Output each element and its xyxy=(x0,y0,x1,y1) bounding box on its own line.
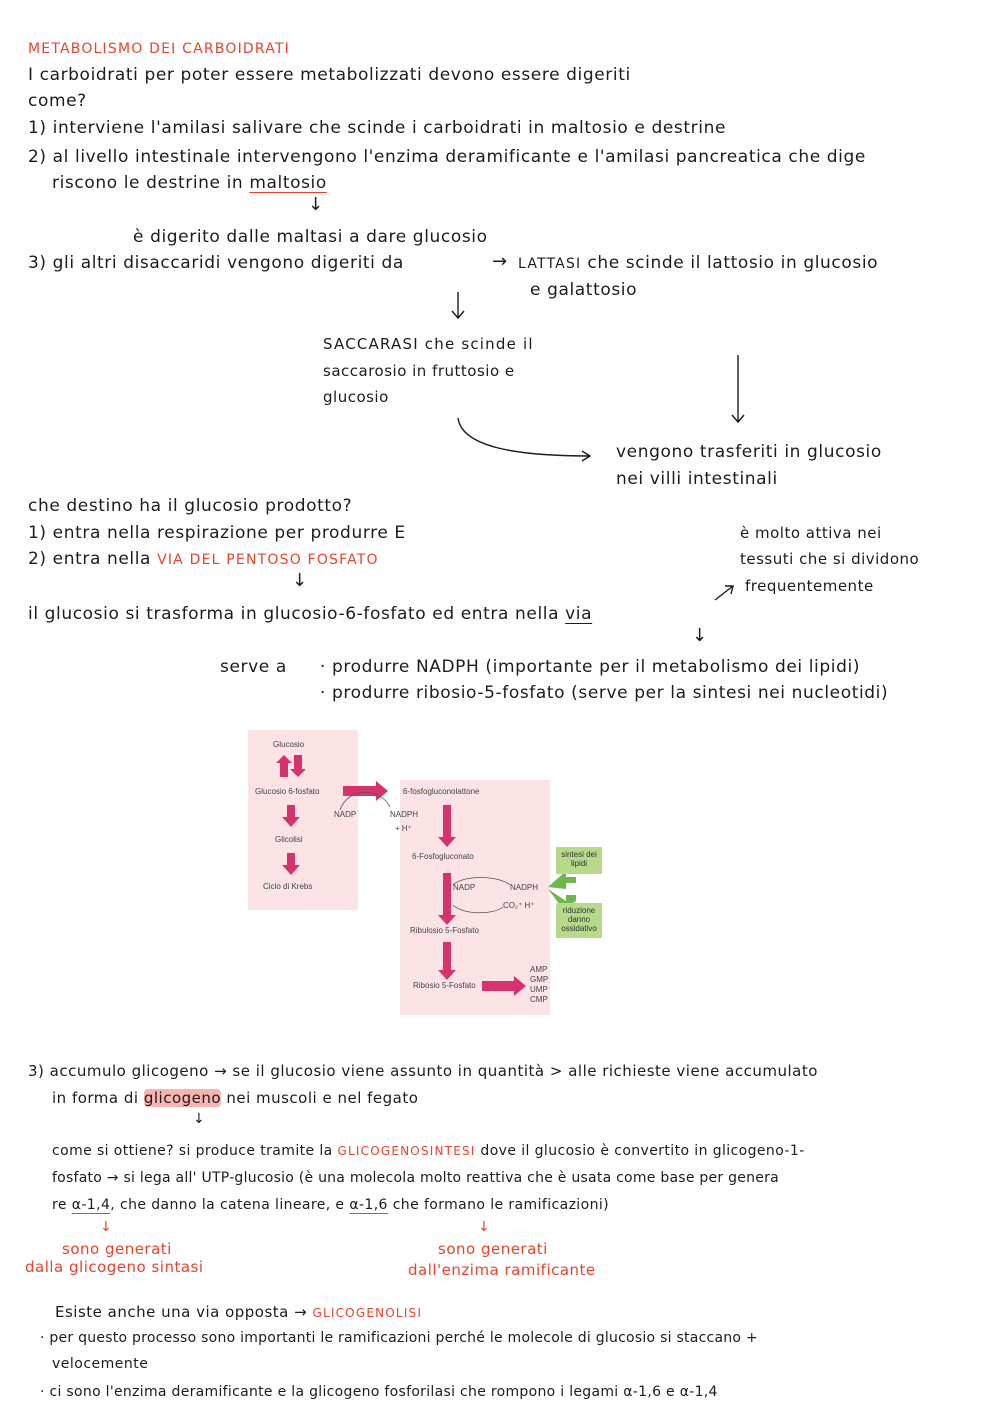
intro-question: come? xyxy=(28,91,87,111)
diagram-riduzione: riduzione danno ossidativo xyxy=(556,903,602,938)
side-note-3: frequentemente xyxy=(745,577,874,595)
pentoso-label: VIA DEL PENTOSO FOSFATO xyxy=(157,552,379,568)
diagram-ribulosio: Ribulosio 5-Fosfato xyxy=(410,926,479,935)
diagram-g6p: Glucosio 6-fosfato xyxy=(255,787,320,796)
down-arrow-icon: ↓ xyxy=(100,1219,112,1235)
serve-item-2: · produrre ribosio-5-fosfato (serve per la sintesi nei nucleotidi) xyxy=(320,683,889,703)
glycogen-item-3: 3) accumulo glicogeno → se il glucosio viene assunto in quantità > alle richieste viene accumulato xyxy=(28,1062,818,1080)
note-1-line-1: sono generati xyxy=(62,1240,172,1258)
bullet-1-cont: velocemente xyxy=(52,1356,149,1372)
serve-item-1: · produrre NADPH (importante per il metabolismo dei lipidi) xyxy=(320,657,861,677)
diagram-fosfogluconato: 6-Fosfogluconato xyxy=(412,852,474,861)
diagram-shapes xyxy=(248,725,608,1015)
diagram-gmp: GMP xyxy=(530,975,549,984)
opposite-pathway xyxy=(55,1301,422,1324)
glicogenolisi-label: GLICOGENOLISI xyxy=(312,1306,423,1320)
how-text: come si ottiene? si produce tramite la xyxy=(52,1143,338,1159)
glicogeno-highlight: glicogeno xyxy=(143,1089,222,1107)
alpha-14-bond: α-1,4 xyxy=(71,1197,111,1213)
diagram-cmp: CMP xyxy=(530,995,548,1004)
glycogen-item-3-cont xyxy=(52,1087,418,1109)
villi-line-1: vengono trasferiti in glucosio xyxy=(616,442,882,462)
down-arrow-icon: ↓ xyxy=(292,570,308,591)
glicogenosintesi-label: GLICOGENOSINTESI xyxy=(337,1144,476,1158)
destiny-question: che destino ha il glucosio prodotto? xyxy=(28,496,353,516)
right-arrow-icon: → xyxy=(492,251,508,272)
maltosio-note: è digerito dalle maltasi a dare glucosio xyxy=(133,227,488,247)
saccarasi-line-2: saccarosio in fruttosio e xyxy=(323,362,515,380)
page-title: METABOLISMO DEI CARBOIDRATI xyxy=(28,41,291,57)
diagram-lattone: 6-fosfogluconolattone xyxy=(403,787,480,796)
side-note-2: tessuti che si dividono xyxy=(740,550,920,568)
bullet-2: · ci sono l'enzima deramificante e la glicogeno fosforilasi che rompono i legami α-1,6 e α-1,4 xyxy=(40,1384,718,1400)
down-arrow-icon: ↓ xyxy=(193,1111,205,1127)
intro-line: I carboidrati per poter essere metabolizzati devono essere digeriti xyxy=(28,65,631,85)
lattasi-desc-2: e galattosio xyxy=(530,280,638,300)
glycogen-text: in forma di xyxy=(52,1089,144,1107)
bullet-1: · per questo processo sono importanti le ramificazioni perché le molecole di glucosio si staccano + xyxy=(40,1330,758,1346)
destiny-item-1: 1) entra nella respirazione per produrre E xyxy=(28,523,406,543)
note-2-line-1: sono generati xyxy=(438,1240,548,1258)
diagram-h-1: + H⁺ xyxy=(395,824,412,833)
diagram-krebs: Ciclo di Krebs xyxy=(263,882,313,891)
pentose-phosphate-diagram xyxy=(248,725,608,1015)
diagram-glicolisi: Glicolisi xyxy=(275,835,303,844)
alpha-16-bond: α-1,6 xyxy=(349,1197,388,1213)
transform-text: il glucosio si trasforma in glucosio-6-fosfato ed entra nella xyxy=(28,604,566,624)
diagram-ump: UMP xyxy=(530,985,548,994)
opp-text: Esiste anche una via opposta → xyxy=(55,1303,313,1321)
how-line-1 xyxy=(52,1140,805,1162)
side-note-1: è molto attiva nei xyxy=(740,524,882,542)
diagram-amp: AMP xyxy=(530,965,548,974)
digestion-step-3: 3) gli altri disaccaridi vengono digeriti da xyxy=(28,253,404,273)
diagram-sintesi-lipidi: sintesi dei lipidi xyxy=(556,847,602,874)
diagram-nadph-1: NADPH xyxy=(390,810,419,819)
how3-post: che formano le ramificazioni) xyxy=(387,1197,609,1213)
glycogen-text-post: nei muscoli e nel fegato xyxy=(221,1089,419,1107)
diagram-glucosio: Glucosio xyxy=(273,740,305,749)
diagram-co2: CO₂⁺ H⁺ xyxy=(503,901,535,910)
diagram-nadph-2: NADPH xyxy=(510,883,539,892)
digestion-step-2: 2) al livello intestinale intervengono l'enzima deramificante e l'amilasi pancreatica che dige xyxy=(28,147,866,167)
transform-line xyxy=(28,603,592,625)
digestion-step-1: 1) interviene l'amilasi salivare che scinde i carboidrati in maltosio e destrine xyxy=(28,118,727,138)
via-word: via xyxy=(565,604,593,624)
how-line-2: fosfato → si lega all' UTP-glucosio (è una molecola molto reattiva che è usata come base per genera xyxy=(52,1170,779,1186)
maltosio-word: maltosio xyxy=(249,173,327,193)
serve-a: serve a xyxy=(220,657,287,677)
destiny-item-2 xyxy=(28,548,379,571)
villi-line-2: nei villi intestinali xyxy=(616,469,778,489)
saccarasi-line-3: glucosio xyxy=(323,388,389,406)
item2-text: 2) entra nella xyxy=(28,549,158,569)
diagram-nadp-1: NADP xyxy=(334,810,357,819)
how3-mid: , che danno la catena lineare, e xyxy=(110,1197,350,1213)
how3-pre: re xyxy=(52,1197,72,1213)
down-arrow-icon: ↓ xyxy=(478,1219,490,1235)
how-line-3 xyxy=(52,1194,609,1216)
note-1-line-2: dalla glicogeno sintasi xyxy=(25,1258,204,1276)
step2-text: riscono le destrine in xyxy=(52,173,250,193)
lattasi-desc: che scinde il lattosio in glucosio xyxy=(587,253,879,273)
diagram-ribosio: Ribosio 5-Fosfato xyxy=(413,981,476,990)
saccarasi-line-1: SACCARASI che scinde il xyxy=(323,335,534,353)
down-arrow-icon: ↓ xyxy=(692,625,708,646)
down-arrow-icon: ↓ xyxy=(308,194,324,215)
note-2-line-2: dall'enzima ramificante xyxy=(408,1261,596,1279)
diagram-nadp-2: NADP xyxy=(453,883,476,892)
lattasi-label: LATTASI xyxy=(518,256,582,272)
how-text-post: dove il glucosio è convertito in glicogeno-1- xyxy=(475,1143,805,1159)
